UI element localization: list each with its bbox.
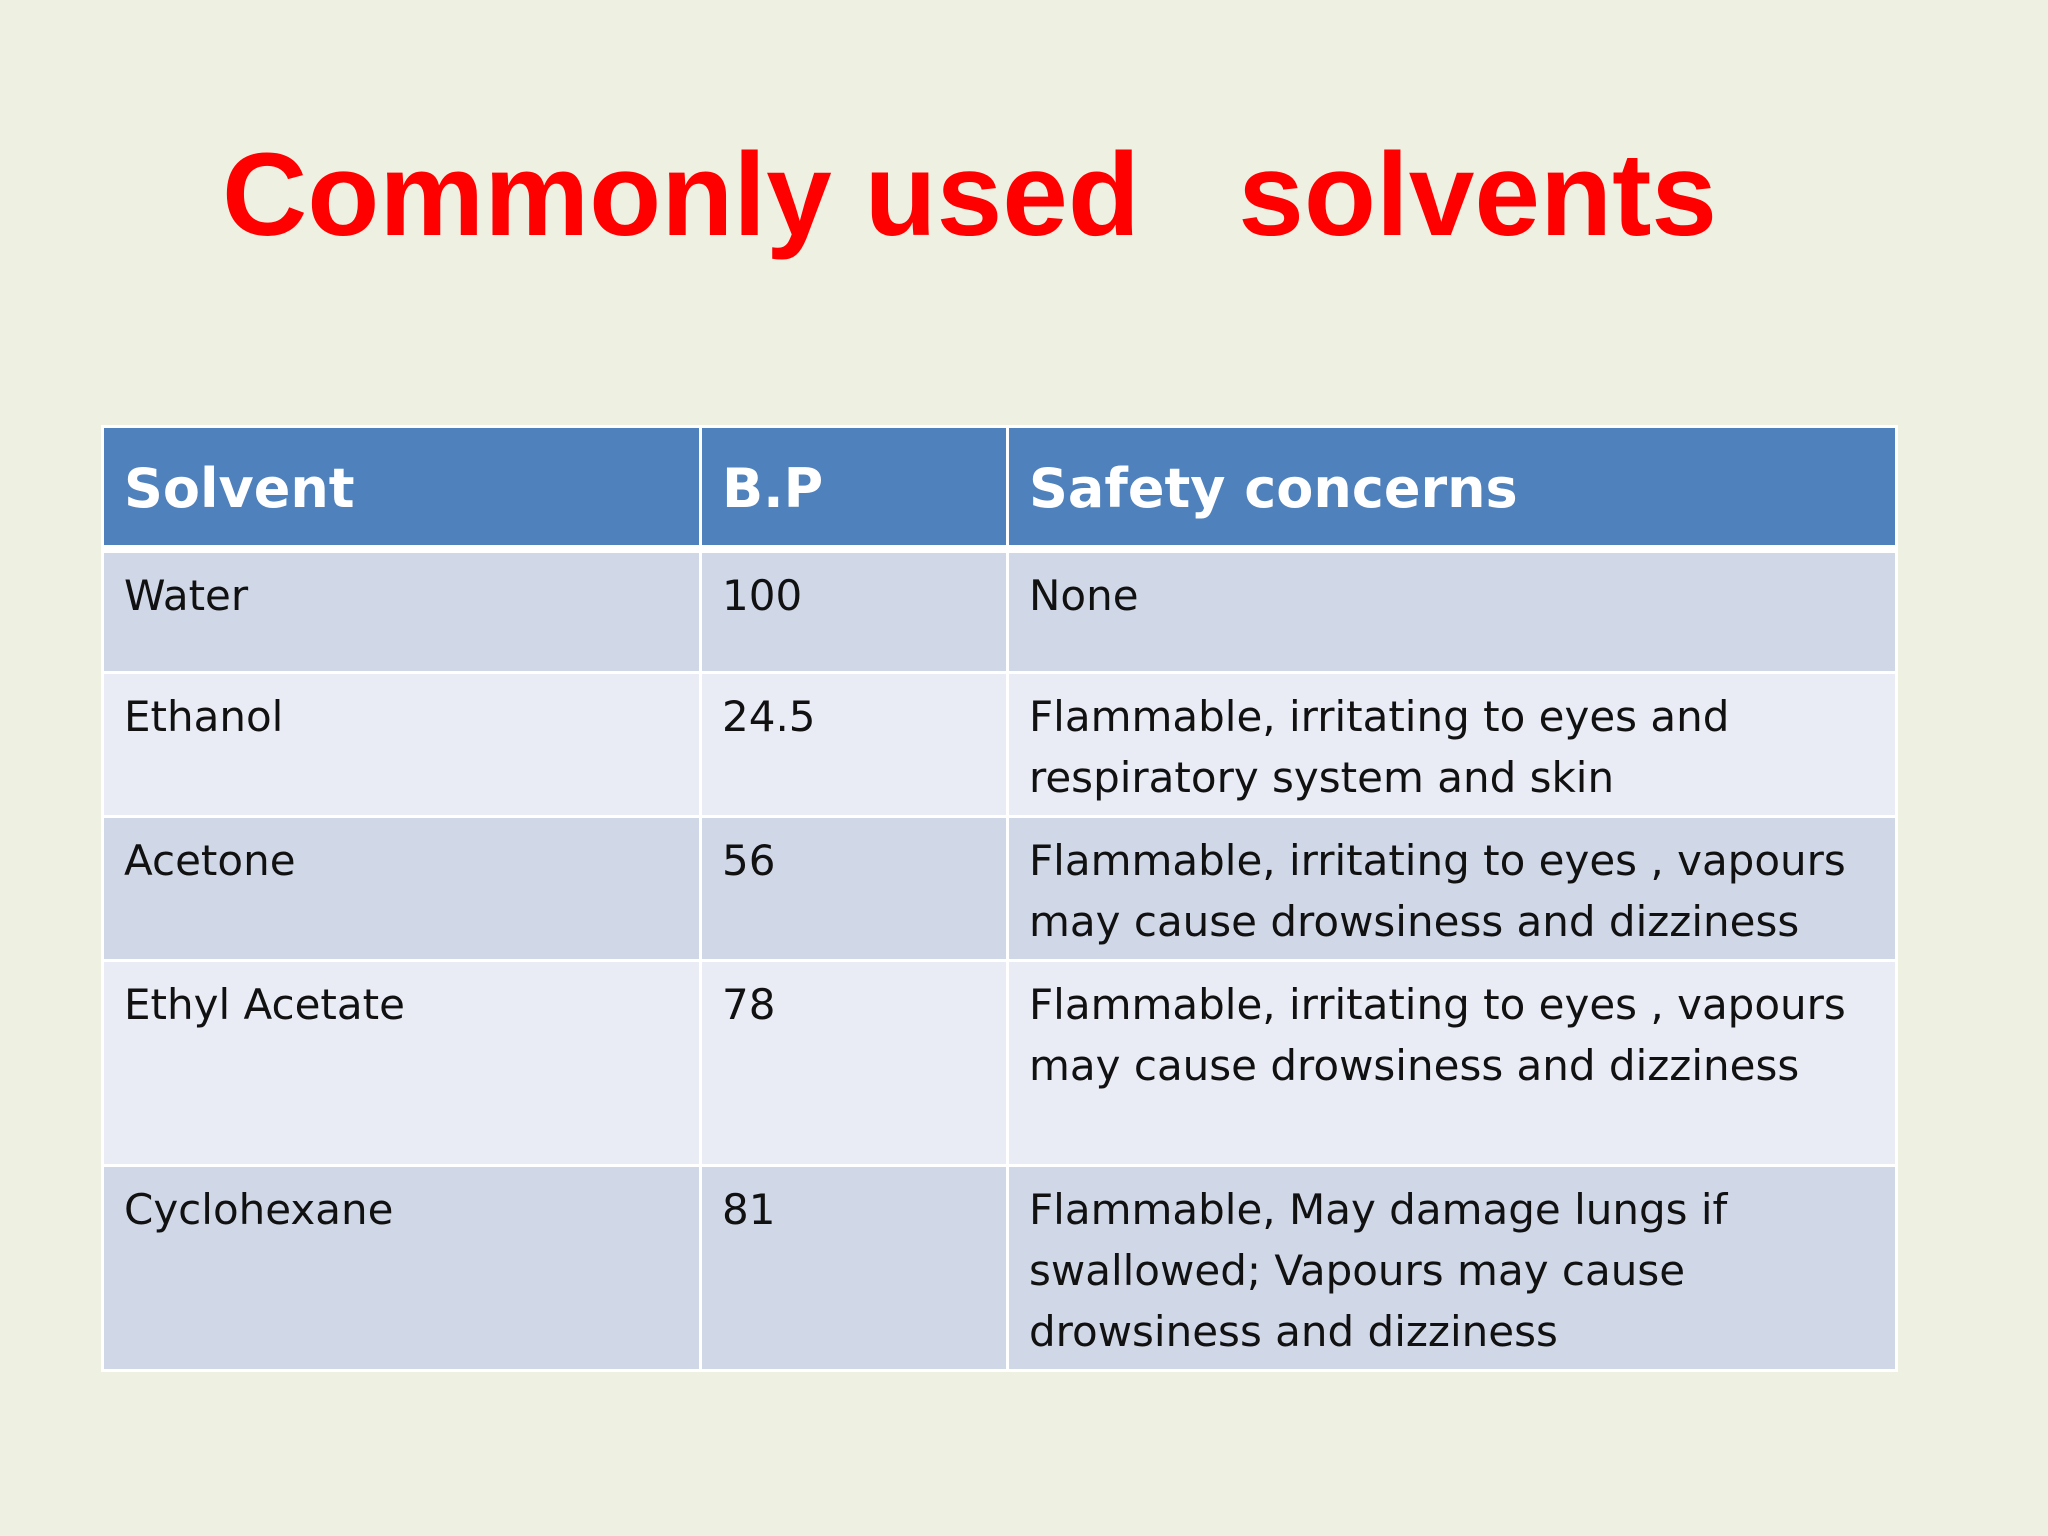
table-row <box>103 961 1897 1166</box>
cell-solvent: Ethyl Acetate <box>103 961 701 1166</box>
cell-bp: 56 <box>701 817 1008 961</box>
solvents-table <box>101 425 1898 1372</box>
cell-safety: Flammable, irritating to eyes , vapours may cause drowsiness and dizziness <box>1008 961 1897 1166</box>
cell-solvent: Ethanol <box>103 673 701 817</box>
slide-title: Commonly used solvents <box>222 129 1717 261</box>
cell-bp: 78 <box>701 961 1008 1166</box>
cell-safety: None <box>1008 549 1897 673</box>
cell-safety: Flammable, irritating to eyes and respiratory system and skin <box>1008 673 1897 817</box>
table-row <box>103 1166 1897 1371</box>
table-header-row <box>103 427 1897 549</box>
table-row <box>103 673 1897 817</box>
cell-bp: 100 <box>701 549 1008 673</box>
cell-solvent: Water <box>103 549 701 673</box>
table-row <box>103 549 1897 673</box>
cell-solvent: Acetone <box>103 817 701 961</box>
cell-bp: 24.5 <box>701 673 1008 817</box>
cell-bp: 81 <box>701 1166 1008 1371</box>
cell-safety: Flammable, May damage lungs if swallowed; Vapours may cause drowsiness and dizziness <box>1008 1166 1897 1371</box>
table-row <box>103 817 1897 961</box>
header-bp: B.P <box>701 427 1008 549</box>
header-solvent: Solvent <box>103 427 701 549</box>
cell-solvent: Cyclohexane <box>103 1166 701 1371</box>
header-safety-concerns: Safety concerns <box>1008 427 1897 549</box>
cell-safety: Flammable, irritating to eyes , vapours may cause drowsiness and dizziness <box>1008 817 1897 961</box>
